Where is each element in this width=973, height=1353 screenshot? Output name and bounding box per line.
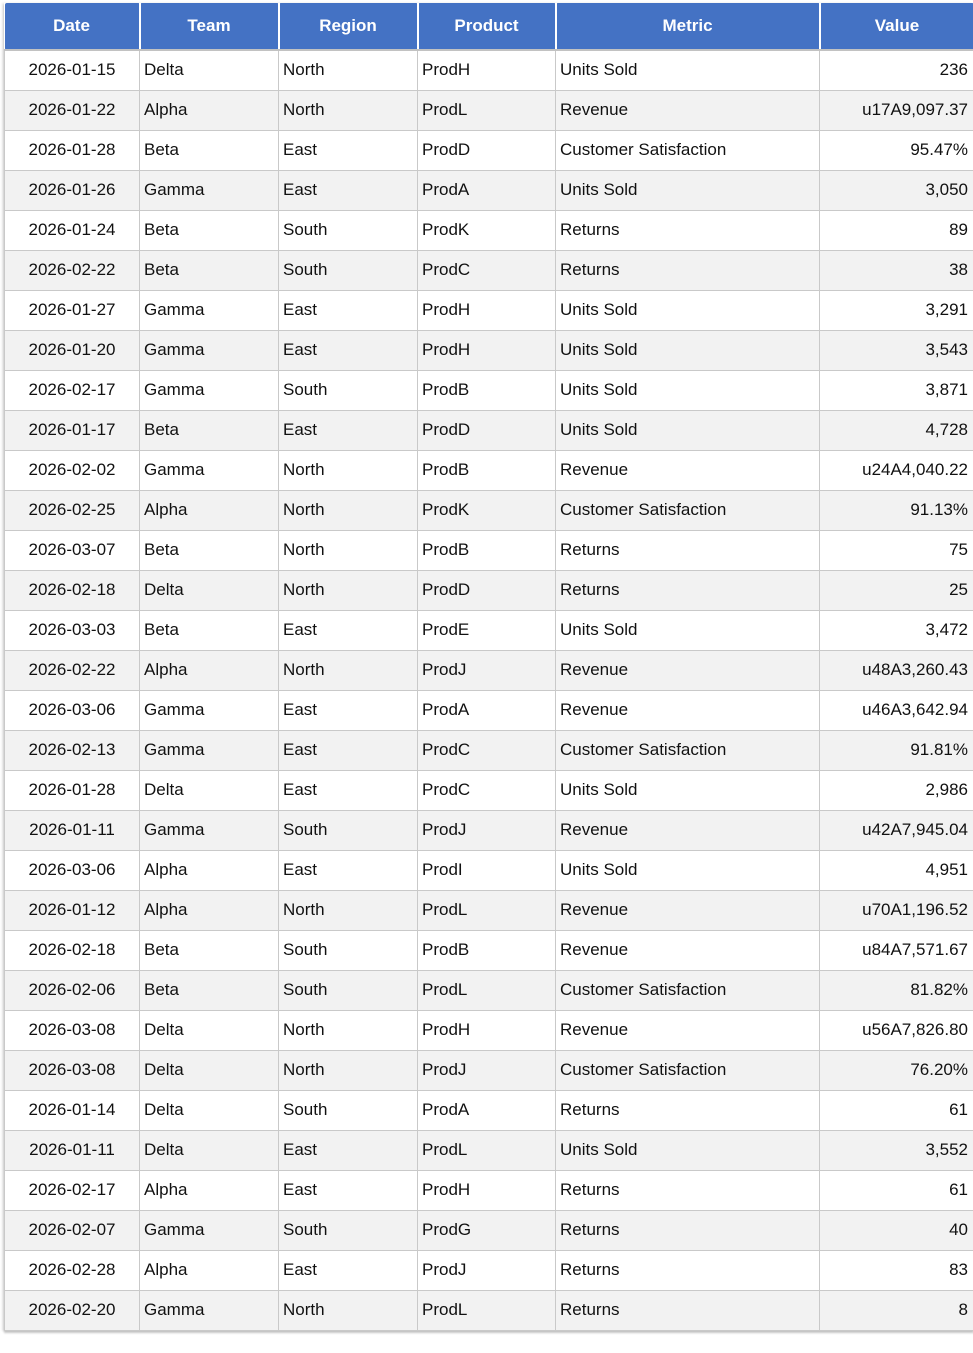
cell-product: ProdC bbox=[418, 730, 556, 770]
cell-value: 91.13% bbox=[820, 490, 973, 530]
table-row bbox=[5, 90, 973, 130]
cell-region: East bbox=[279, 410, 418, 450]
cell-region: East bbox=[279, 690, 418, 730]
cell-product: ProdJ bbox=[418, 1050, 556, 1090]
cell-product: ProdK bbox=[418, 210, 556, 250]
cell-metric: Returns bbox=[556, 1090, 820, 1130]
cell-date: 2026-01-14 bbox=[5, 1090, 140, 1130]
cell-product: ProdL bbox=[418, 1290, 556, 1330]
cell-metric: Units Sold bbox=[556, 850, 820, 890]
cell-metric: Units Sold bbox=[556, 770, 820, 810]
cell-date: 2026-02-25 bbox=[5, 490, 140, 530]
cell-region: North bbox=[279, 1050, 418, 1090]
cell-region: East bbox=[279, 1170, 418, 1210]
cell-value: 25 bbox=[820, 570, 973, 610]
cell-product: ProdB bbox=[418, 930, 556, 970]
cell-metric: Returns bbox=[556, 530, 820, 570]
cell-product: ProdL bbox=[418, 890, 556, 930]
cell-metric: Units Sold bbox=[556, 170, 820, 210]
table-row bbox=[5, 1250, 973, 1290]
cell-value: 76.20% bbox=[820, 1050, 973, 1090]
cell-region: North bbox=[279, 450, 418, 490]
cell-region: East bbox=[279, 130, 418, 170]
header-row bbox=[5, 3, 973, 50]
cell-metric: Revenue bbox=[556, 930, 820, 970]
cell-metric: Revenue bbox=[556, 690, 820, 730]
cell-region: North bbox=[279, 650, 418, 690]
table-header bbox=[5, 3, 973, 50]
cell-region: South bbox=[279, 210, 418, 250]
cell-team: Beta bbox=[140, 970, 279, 1010]
cell-value: 3,552 bbox=[820, 1130, 973, 1170]
cell-region: South bbox=[279, 1210, 418, 1250]
cell-value: 40 bbox=[820, 1210, 973, 1250]
cell-team: Gamma bbox=[140, 1290, 279, 1330]
cell-metric: Units Sold bbox=[556, 330, 820, 370]
cell-metric: Units Sold bbox=[556, 610, 820, 650]
table-row bbox=[5, 890, 973, 930]
cell-region: North bbox=[279, 90, 418, 130]
table-row bbox=[5, 370, 973, 410]
cell-metric: Revenue bbox=[556, 810, 820, 850]
table-row bbox=[5, 1050, 973, 1090]
cell-team: Beta bbox=[140, 530, 279, 570]
cell-team: Gamma bbox=[140, 170, 279, 210]
cell-metric: Returns bbox=[556, 570, 820, 610]
cell-date: 2026-01-28 bbox=[5, 130, 140, 170]
cell-team: Alpha bbox=[140, 890, 279, 930]
cell-team: Beta bbox=[140, 410, 279, 450]
cell-date: 2026-03-03 bbox=[5, 610, 140, 650]
cell-date: 2026-01-11 bbox=[5, 810, 140, 850]
cell-region: North bbox=[279, 1010, 418, 1050]
table-row bbox=[5, 970, 973, 1010]
cell-region: South bbox=[279, 810, 418, 850]
column-header-product: Product bbox=[418, 3, 556, 50]
table-row bbox=[5, 850, 973, 890]
cell-region: North bbox=[279, 50, 418, 90]
cell-metric: Revenue bbox=[556, 890, 820, 930]
cell-product: ProdC bbox=[418, 250, 556, 290]
cell-product: ProdD bbox=[418, 410, 556, 450]
cell-date: 2026-02-17 bbox=[5, 1170, 140, 1210]
column-header-region: Region bbox=[279, 3, 418, 50]
cell-metric: Units Sold bbox=[556, 370, 820, 410]
cell-product: ProdJ bbox=[418, 650, 556, 690]
table-row bbox=[5, 1210, 973, 1250]
column-header-team: Team bbox=[140, 3, 279, 50]
table-row bbox=[5, 1010, 973, 1050]
cell-team: Gamma bbox=[140, 690, 279, 730]
cell-date: 2026-02-06 bbox=[5, 970, 140, 1010]
table-row bbox=[5, 450, 973, 490]
cell-team: Beta bbox=[140, 610, 279, 650]
cell-metric: Customer Satisfaction bbox=[556, 130, 820, 170]
cell-team: Gamma bbox=[140, 810, 279, 850]
cell-team: Gamma bbox=[140, 730, 279, 770]
cell-date: 2026-02-02 bbox=[5, 450, 140, 490]
cell-region: East bbox=[279, 770, 418, 810]
cell-team: Gamma bbox=[140, 290, 279, 330]
cell-value: u70A1,196.52 bbox=[820, 890, 973, 930]
table-row bbox=[5, 170, 973, 210]
cell-region: North bbox=[279, 530, 418, 570]
cell-product: ProdJ bbox=[418, 810, 556, 850]
cell-metric: Returns bbox=[556, 1250, 820, 1290]
table-row bbox=[5, 50, 973, 90]
cell-team: Delta bbox=[140, 1010, 279, 1050]
cell-value: u84A7,571.67 bbox=[820, 930, 973, 970]
table-row bbox=[5, 1170, 973, 1210]
cell-date: 2026-03-08 bbox=[5, 1010, 140, 1050]
cell-date: 2026-02-20 bbox=[5, 1290, 140, 1330]
cell-metric: Returns bbox=[556, 250, 820, 290]
cell-date: 2026-01-17 bbox=[5, 410, 140, 450]
cell-date: 2026-01-22 bbox=[5, 90, 140, 130]
cell-product: ProdB bbox=[418, 450, 556, 490]
cell-date: 2026-01-28 bbox=[5, 770, 140, 810]
cell-team: Beta bbox=[140, 210, 279, 250]
cell-region: East bbox=[279, 330, 418, 370]
cell-metric: Returns bbox=[556, 210, 820, 250]
cell-team: Beta bbox=[140, 130, 279, 170]
cell-product: ProdI bbox=[418, 850, 556, 890]
cell-metric: Units Sold bbox=[556, 410, 820, 450]
cell-date: 2026-02-22 bbox=[5, 650, 140, 690]
cell-value: 61 bbox=[820, 1170, 973, 1210]
table-row bbox=[5, 1090, 973, 1130]
cell-value: 4,951 bbox=[820, 850, 973, 890]
cell-date: 2026-03-06 bbox=[5, 690, 140, 730]
cell-value: 89 bbox=[820, 210, 973, 250]
cell-team: Delta bbox=[140, 50, 279, 90]
cell-team: Alpha bbox=[140, 850, 279, 890]
table-row bbox=[5, 410, 973, 450]
cell-region: South bbox=[279, 250, 418, 290]
cell-team: Alpha bbox=[140, 490, 279, 530]
cell-product: ProdH bbox=[418, 1010, 556, 1050]
cell-team: Alpha bbox=[140, 90, 279, 130]
cell-value: 8 bbox=[820, 1290, 973, 1330]
cell-value: 3,291 bbox=[820, 290, 973, 330]
table-row bbox=[5, 330, 973, 370]
cell-team: Alpha bbox=[140, 1170, 279, 1210]
cell-product: ProdB bbox=[418, 370, 556, 410]
cell-product: ProdJ bbox=[418, 1250, 556, 1290]
cell-metric: Customer Satisfaction bbox=[556, 490, 820, 530]
cell-team: Beta bbox=[140, 930, 279, 970]
cell-team: Gamma bbox=[140, 370, 279, 410]
cell-date: 2026-01-12 bbox=[5, 890, 140, 930]
cell-product: ProdA bbox=[418, 690, 556, 730]
cell-product: ProdL bbox=[418, 1130, 556, 1170]
table-row bbox=[5, 770, 973, 810]
cell-date: 2026-03-08 bbox=[5, 1050, 140, 1090]
cell-date: 2026-01-27 bbox=[5, 290, 140, 330]
cell-date: 2026-01-24 bbox=[5, 210, 140, 250]
cell-product: ProdB bbox=[418, 530, 556, 570]
cell-team: Gamma bbox=[140, 450, 279, 490]
cell-product: ProdA bbox=[418, 170, 556, 210]
cell-value: 91.81% bbox=[820, 730, 973, 770]
cell-product: ProdA bbox=[418, 1090, 556, 1130]
cell-value: 95.47% bbox=[820, 130, 973, 170]
cell-region: East bbox=[279, 1130, 418, 1170]
cell-product: ProdH bbox=[418, 290, 556, 330]
column-header-metric: Metric bbox=[556, 3, 820, 50]
cell-metric: Returns bbox=[556, 1170, 820, 1210]
cell-value: 81.82% bbox=[820, 970, 973, 1010]
cell-value: 3,871 bbox=[820, 370, 973, 410]
cell-date: 2026-01-20 bbox=[5, 330, 140, 370]
cell-value: 3,050 bbox=[820, 170, 973, 210]
cell-team: Delta bbox=[140, 770, 279, 810]
cell-product: ProdE bbox=[418, 610, 556, 650]
cell-value: 2,986 bbox=[820, 770, 973, 810]
cell-region: South bbox=[279, 370, 418, 410]
cell-date: 2026-02-28 bbox=[5, 1250, 140, 1290]
cell-region: North bbox=[279, 490, 418, 530]
cell-region: South bbox=[279, 1090, 418, 1130]
cell-value: 3,543 bbox=[820, 330, 973, 370]
cell-product: ProdL bbox=[418, 90, 556, 130]
cell-product: ProdD bbox=[418, 130, 556, 170]
cell-value: 75 bbox=[820, 530, 973, 570]
cell-date: 2026-01-26 bbox=[5, 170, 140, 210]
cell-value: u42A7,945.04 bbox=[820, 810, 973, 850]
cell-date: 2026-02-17 bbox=[5, 370, 140, 410]
table-row bbox=[5, 730, 973, 770]
data-table bbox=[4, 3, 973, 1331]
table-row bbox=[5, 1290, 973, 1330]
cell-date: 2026-01-15 bbox=[5, 50, 140, 90]
table-row bbox=[5, 650, 973, 690]
cell-region: East bbox=[279, 290, 418, 330]
table-row bbox=[5, 930, 973, 970]
cell-metric: Revenue bbox=[556, 650, 820, 690]
cell-product: ProdH bbox=[418, 330, 556, 370]
column-header-value: Value bbox=[820, 3, 973, 50]
cell-region: North bbox=[279, 570, 418, 610]
cell-metric: Units Sold bbox=[556, 290, 820, 330]
cell-team: Delta bbox=[140, 1130, 279, 1170]
cell-metric: Units Sold bbox=[556, 1130, 820, 1170]
cell-value: 38 bbox=[820, 250, 973, 290]
cell-value: 236 bbox=[820, 50, 973, 90]
cell-product: ProdG bbox=[418, 1210, 556, 1250]
data-table-container bbox=[4, 3, 973, 1331]
table-row bbox=[5, 1130, 973, 1170]
cell-metric: Customer Satisfaction bbox=[556, 970, 820, 1010]
cell-region: South bbox=[279, 930, 418, 970]
cell-value: 83 bbox=[820, 1250, 973, 1290]
cell-metric: Customer Satisfaction bbox=[556, 1050, 820, 1090]
table-row bbox=[5, 290, 973, 330]
table-row bbox=[5, 610, 973, 650]
cell-product: ProdK bbox=[418, 490, 556, 530]
cell-team: Gamma bbox=[140, 330, 279, 370]
cell-region: South bbox=[279, 970, 418, 1010]
cell-metric: Revenue bbox=[556, 1010, 820, 1050]
table-row bbox=[5, 690, 973, 730]
cell-product: ProdC bbox=[418, 770, 556, 810]
cell-region: North bbox=[279, 890, 418, 930]
table-row bbox=[5, 250, 973, 290]
cell-metric: Revenue bbox=[556, 90, 820, 130]
cell-team: Beta bbox=[140, 250, 279, 290]
cell-team: Delta bbox=[140, 1090, 279, 1130]
table-row bbox=[5, 210, 973, 250]
table-row bbox=[5, 810, 973, 850]
cell-region: East bbox=[279, 170, 418, 210]
cell-value: u46A3,642.94 bbox=[820, 690, 973, 730]
cell-date: 2026-01-11 bbox=[5, 1130, 140, 1170]
table-body bbox=[5, 50, 973, 1330]
table-row bbox=[5, 570, 973, 610]
cell-date: 2026-02-07 bbox=[5, 1210, 140, 1250]
cell-date: 2026-02-13 bbox=[5, 730, 140, 770]
cell-region: North bbox=[279, 1290, 418, 1330]
cell-metric: Units Sold bbox=[556, 50, 820, 90]
cell-date: 2026-02-18 bbox=[5, 570, 140, 610]
cell-date: 2026-03-07 bbox=[5, 530, 140, 570]
cell-metric: Customer Satisfaction bbox=[556, 730, 820, 770]
cell-date: 2026-02-22 bbox=[5, 250, 140, 290]
column-header-date: Date bbox=[5, 3, 140, 50]
cell-team: Delta bbox=[140, 1050, 279, 1090]
cell-value: u24A4,040.22 bbox=[820, 450, 973, 490]
cell-product: ProdD bbox=[418, 570, 556, 610]
cell-value: 3,472 bbox=[820, 610, 973, 650]
cell-metric: Returns bbox=[556, 1210, 820, 1250]
cell-date: 2026-02-18 bbox=[5, 930, 140, 970]
cell-region: East bbox=[279, 1250, 418, 1290]
table-row bbox=[5, 530, 973, 570]
cell-value: u17A9,097.37 bbox=[820, 90, 973, 130]
table-row bbox=[5, 130, 973, 170]
cell-team: Alpha bbox=[140, 650, 279, 690]
cell-value: 61 bbox=[820, 1090, 973, 1130]
cell-team: Alpha bbox=[140, 1250, 279, 1290]
cell-value: u56A7,826.80 bbox=[820, 1010, 973, 1050]
table-row bbox=[5, 490, 973, 530]
cell-product: ProdL bbox=[418, 970, 556, 1010]
cell-value: u48A3,260.43 bbox=[820, 650, 973, 690]
cell-metric: Revenue bbox=[556, 450, 820, 490]
cell-product: ProdH bbox=[418, 1170, 556, 1210]
cell-team: Delta bbox=[140, 570, 279, 610]
cell-value: 4,728 bbox=[820, 410, 973, 450]
cell-metric: Returns bbox=[556, 1290, 820, 1330]
cell-team: Gamma bbox=[140, 1210, 279, 1250]
cell-region: East bbox=[279, 610, 418, 650]
cell-date: 2026-03-06 bbox=[5, 850, 140, 890]
cell-region: East bbox=[279, 730, 418, 770]
cell-product: ProdH bbox=[418, 50, 556, 90]
cell-region: East bbox=[279, 850, 418, 890]
